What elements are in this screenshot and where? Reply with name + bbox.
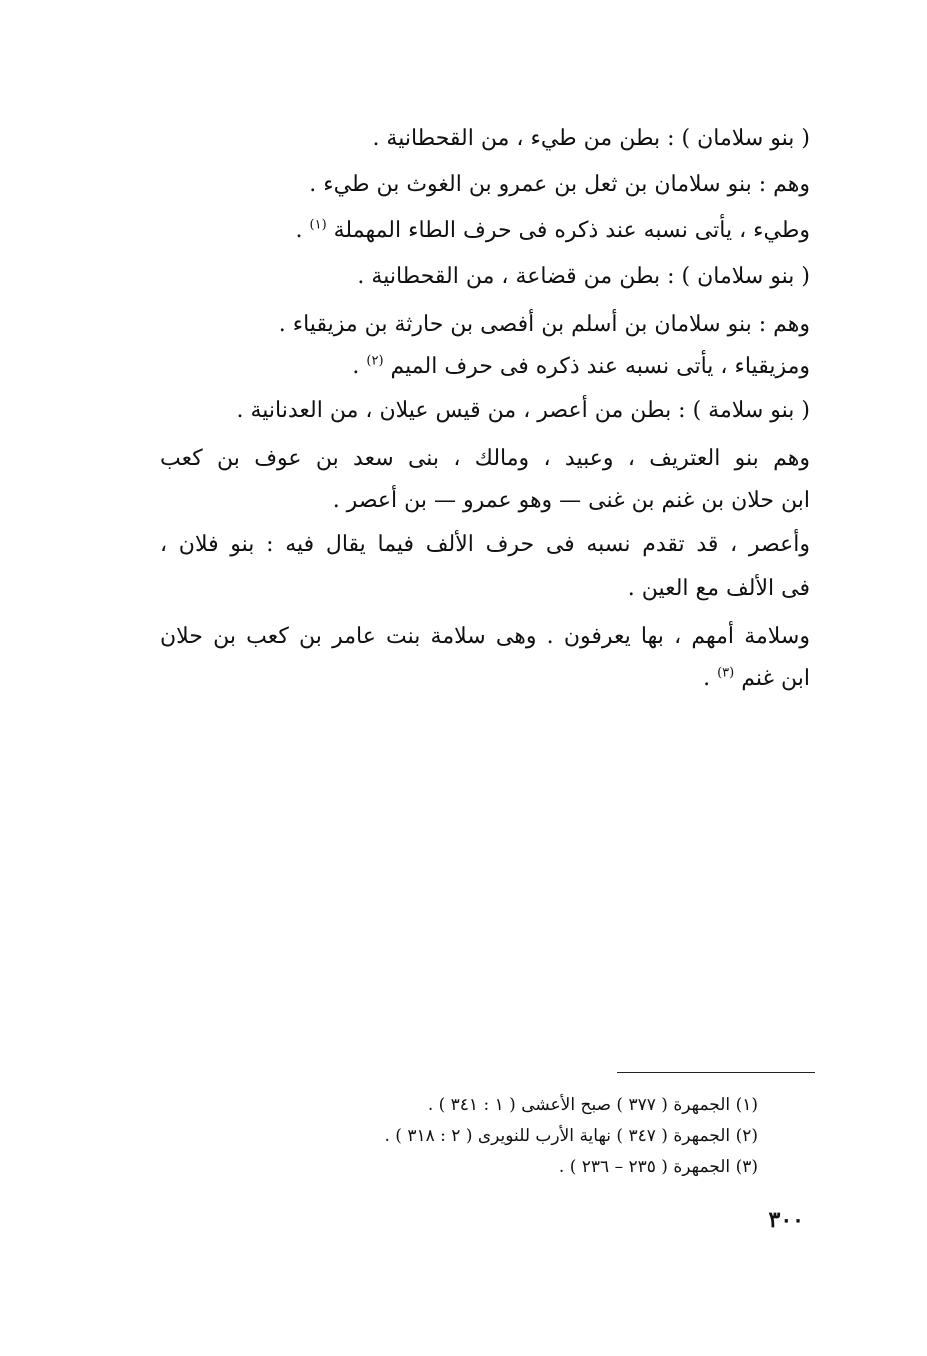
footnote-ref[interactable]: (١)	[309, 217, 327, 233]
footnote-number: (٢)	[735, 1126, 758, 1146]
text-line	[333, 484, 810, 518]
footnote-text: الجمهرة ( ٢٣٥ – ٢٣٦ ) .	[558, 1157, 731, 1177]
text-line	[703, 662, 810, 696]
paragraph-text: ومزيقياء ، يأتى نسبه عند ذكره فى حرف الميم	[390, 354, 810, 379]
text-line	[352, 350, 810, 384]
footnote-item	[559, 1153, 758, 1181]
paragraph-text: ابن حلان بن غنم بن غنى — وهو عمرو — بن أعصر .	[332, 488, 810, 513]
footnote-text: الجمهرة ( ٣٤٧ ) نهاية الأرب للنويرى ( ٢ : ٣١٨ ) .	[384, 1126, 731, 1146]
text-line	[160, 620, 810, 654]
paragraph-text: وأعصر ، قد تقدم نسبه فى حرف الألف فيما يقال فيه : بنو فلان ،	[160, 532, 810, 557]
paragraph-text: وهم : بنو سلامان بن ثعل بن عمرو بن الغوث بن طيء .	[309, 172, 810, 197]
footnote-item	[428, 1091, 758, 1119]
paragraph-text: ( بنو سلامان ) : بطن من طيء ، من القحطانية .	[372, 126, 810, 151]
text-line	[160, 442, 810, 476]
text-line	[279, 308, 810, 342]
paragraph-text: وهم بنو العتريف ، وعبيد ، ومالك ، بنى سعد بن عوف بن كعب	[160, 446, 810, 471]
footnote-divider	[617, 1072, 815, 1073]
text-line	[236, 394, 810, 428]
footnote-text: الجمهرة ( ٣٧٧ ) صبح الأعشى ( ١ : ٣٤١ ) .	[427, 1095, 731, 1115]
paragraph-text: وسلامة أمهم ، بها يعرفون . وهى سلامة بنت عامر بن كعب بن حلان	[160, 624, 810, 649]
footnote-ref[interactable]: (٢)	[366, 353, 384, 369]
paragraph-text: ( بنو سلامة ) : بطن من أعصر ، من قيس عيلان ، من العدنانية .	[236, 398, 810, 423]
text-line	[628, 572, 810, 606]
text-line	[296, 214, 811, 248]
paragraph-text: ( بنو سلامان ) : بطن من قضاعة ، من القحطانية .	[357, 264, 810, 289]
page-number: ٣٠٠	[768, 1207, 804, 1233]
paragraph-text: فى الألف مع العين .	[627, 576, 810, 601]
footnote-number: (١)	[735, 1095, 758, 1115]
text-line	[160, 528, 810, 562]
footnote-item	[384, 1122, 758, 1150]
paragraph-text: وهم : بنو سلامان بن أسلم بن أفصى بن حارثة بن مزيقياء .	[278, 312, 810, 337]
paragraph-text: وطيء ، يأتى نسبه عند ذكره فى حرف الطاء المهملة	[333, 218, 810, 243]
text-line	[309, 168, 810, 202]
paragraph-text: ابن غنم	[741, 666, 810, 691]
footnote-number: (٣)	[735, 1157, 758, 1177]
sentence-end: .	[703, 666, 711, 691]
footnote-ref[interactable]: (٣)	[717, 665, 735, 681]
sentence-end: .	[295, 218, 303, 243]
text-line	[372, 122, 810, 156]
sentence-end: .	[352, 354, 360, 379]
text-line	[357, 260, 810, 294]
